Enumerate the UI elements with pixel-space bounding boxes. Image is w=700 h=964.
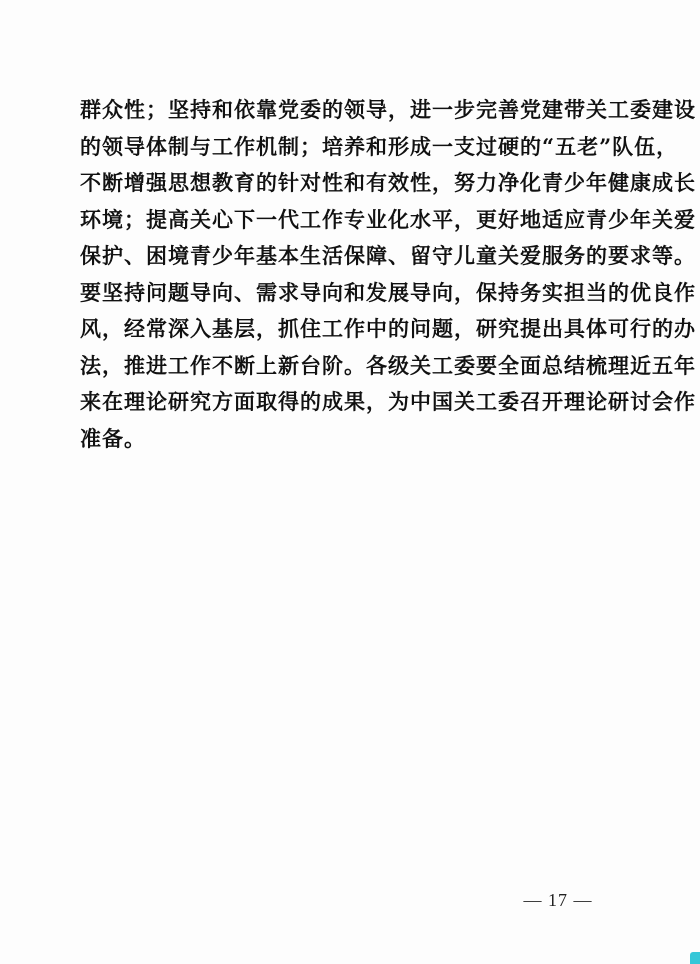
paragraph-line: 风，经常深入基层，抓住工作中的问题，研究提出具体可行的办: [80, 316, 696, 341]
body-paragraph: [80, 92, 696, 457]
paragraph-line: 环境；提高关心下一代工作专业化水平，更好地适应青少年关爱: [80, 206, 696, 232]
paragraph-line: 来在理论研究方面取得的成果，为中国关工委召开理论研讨会作: [80, 389, 696, 414]
paragraph-line: 保护、困境青少年基本生活保障、留守儿童关爱服务的要求等。: [80, 243, 696, 268]
paragraph-line: 群众性；坚持和依靠党委的领导，进一步完善党建带关工委建设: [80, 97, 696, 122]
page-number: — 17 —: [523, 890, 593, 910]
paragraph-line: 要坚持问题导向、需求导向和发展导向，保持务实担当的优良作: [80, 279, 696, 305]
corner-mark: [690, 952, 700, 964]
paragraph-line: 不断增强思想教育的针对性和有效性，努力净化青少年健康成长: [80, 170, 696, 195]
paragraph-line: 法，推进工作不断上新台阶。各级关工委要全面总结梳理近五年: [80, 352, 696, 378]
paragraph-line: 的领导体制与工作机制；培养和形成一支过硬的“五老”队伍，: [80, 133, 679, 159]
paragraph-line: 准备。: [80, 425, 146, 451]
